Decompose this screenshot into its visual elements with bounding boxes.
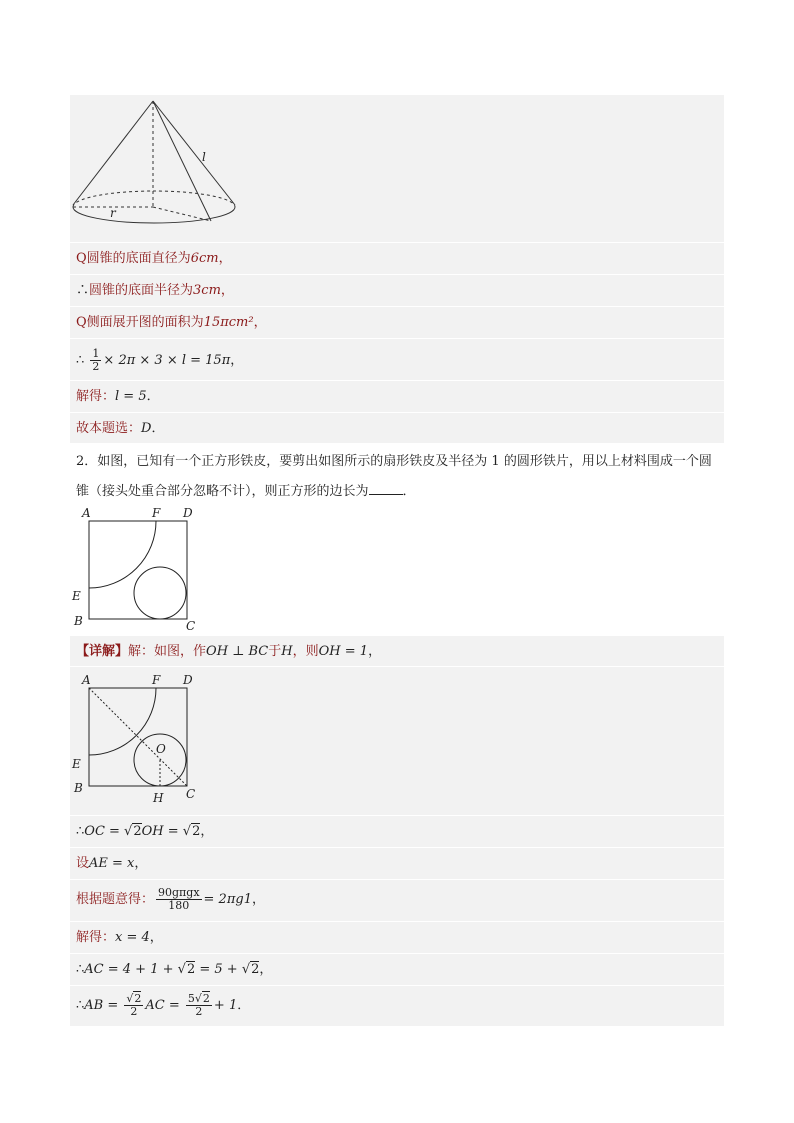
punct: ， bbox=[218, 251, 232, 266]
divider bbox=[70, 412, 724, 413]
divider bbox=[70, 953, 724, 954]
denominator: 2 bbox=[130, 1005, 138, 1018]
solution2-line6 bbox=[76, 962, 272, 978]
numerator: √2 bbox=[126, 992, 142, 1005]
punct: ． bbox=[237, 998, 251, 1013]
therefore-symbol: ∴ bbox=[76, 962, 85, 977]
label-F: F bbox=[152, 506, 161, 520]
cone-label-r: r bbox=[110, 206, 116, 220]
answer-blank[interactable] bbox=[369, 482, 403, 495]
line-text: 解得： bbox=[76, 930, 116, 945]
line-text: 解：如图，作 bbox=[128, 644, 207, 659]
label-D: D bbox=[183, 673, 193, 687]
because-symbol: Q bbox=[76, 251, 87, 266]
line-text: 圆锥的底面直径为 bbox=[86, 251, 191, 266]
sqrt-value: 2 bbox=[134, 992, 142, 1005]
label-A: A bbox=[82, 506, 91, 520]
divider bbox=[70, 338, 724, 339]
numerator: 1 bbox=[92, 347, 100, 360]
label-E: E bbox=[72, 757, 81, 771]
line-text: ，则 bbox=[292, 644, 319, 659]
math-expr: x = 4 bbox=[115, 930, 150, 945]
divider bbox=[70, 879, 724, 880]
solution2-line7 bbox=[76, 991, 250, 1021]
question2-text bbox=[76, 447, 724, 507]
label-B: B bbox=[74, 781, 83, 795]
math-value: 15πcm² bbox=[203, 315, 254, 330]
divider bbox=[70, 921, 724, 922]
punct: ． bbox=[151, 421, 165, 436]
punct: ， bbox=[253, 315, 267, 330]
punct: ， bbox=[368, 644, 382, 659]
punct: ． bbox=[402, 484, 416, 499]
math-expr: + 1 bbox=[213, 998, 238, 1013]
question-number: 2． bbox=[76, 454, 98, 469]
fraction bbox=[90, 348, 101, 373]
punct: ， bbox=[220, 283, 234, 298]
numerator: 5√2 bbox=[187, 992, 210, 1005]
sqrt-value: 2 bbox=[186, 962, 196, 977]
math-expr: = 2πg1 bbox=[203, 892, 252, 907]
math-expr: OH ⊥ BC bbox=[206, 644, 269, 659]
question-body: 如图，已知有一个正方形铁皮，要剪出如图所示的扇形铁皮及半径为 1 的圆形铁片，用以上材料围成一个圆锥（接头处重合部分忽略不计），则正方形的边长为 bbox=[76, 454, 712, 499]
punct: ， bbox=[149, 930, 163, 945]
label-E: E bbox=[72, 589, 81, 603]
coefficient: 5 bbox=[187, 992, 195, 1005]
solution2-line1 bbox=[76, 644, 381, 660]
label-C: C bbox=[186, 619, 196, 633]
solution2-line2 bbox=[76, 824, 213, 840]
label-B: B bbox=[74, 614, 83, 628]
numerator: 90gπgx bbox=[158, 886, 200, 899]
denominator: 180 bbox=[168, 899, 190, 912]
solution1-line6 bbox=[76, 421, 164, 437]
math-expr: OH = 1 bbox=[318, 644, 369, 659]
solution1-line4 bbox=[76, 347, 243, 375]
solution2-line3 bbox=[76, 856, 147, 872]
label-D: D bbox=[183, 506, 193, 520]
divider bbox=[70, 306, 724, 307]
punct: ， bbox=[230, 353, 244, 368]
math-value: 3cm bbox=[193, 283, 221, 298]
divider bbox=[70, 985, 724, 986]
math-expr: OH = bbox=[141, 824, 183, 839]
line-text: 圆锥的底面半径为 bbox=[89, 283, 194, 298]
divider bbox=[70, 242, 724, 243]
sqrt-sign: √ bbox=[124, 824, 133, 839]
sqrt-sign: √ bbox=[182, 824, 192, 839]
square-figure bbox=[70, 505, 210, 633]
math-expr: AC = 4 + 1 + bbox=[84, 962, 178, 977]
math-value: 6cm bbox=[190, 251, 219, 266]
fraction bbox=[186, 993, 212, 1018]
math-expr: OC = bbox=[84, 824, 125, 839]
divider bbox=[70, 847, 724, 848]
solution2-line4 bbox=[76, 886, 265, 914]
sqrt-sign: √ bbox=[177, 962, 186, 977]
label-A: A bbox=[82, 673, 91, 687]
sqrt-value: 2 bbox=[251, 962, 260, 977]
solution1-line2 bbox=[76, 283, 234, 299]
label-C: C bbox=[186, 787, 196, 801]
punct: ， bbox=[259, 962, 273, 977]
denominator: 2 bbox=[92, 360, 100, 373]
line-text: 侧面展开图的面积为 bbox=[86, 315, 204, 330]
denominator: 2 bbox=[195, 1005, 203, 1018]
math-value: l = 5 bbox=[115, 389, 147, 404]
math-expr: × 2π × 3 × l = 15π bbox=[103, 353, 231, 368]
label-F: F bbox=[152, 673, 161, 687]
label-O: O bbox=[156, 742, 166, 756]
divider bbox=[70, 380, 724, 381]
math-value: D bbox=[141, 421, 152, 436]
math-expr: AC = bbox=[145, 998, 184, 1013]
sqrt-value: 2 bbox=[133, 824, 142, 839]
punct: ， bbox=[251, 892, 265, 907]
label-H: H bbox=[153, 791, 164, 805]
therefore-symbol: ∴ bbox=[76, 283, 90, 298]
math-expr: AB = bbox=[84, 998, 123, 1013]
therefore-symbol: ∴ bbox=[76, 998, 85, 1013]
line-text: 解得： bbox=[76, 389, 116, 404]
sqrt-sign: √ bbox=[241, 962, 251, 977]
divider bbox=[70, 815, 724, 816]
line-text: 设 bbox=[76, 856, 90, 871]
divider bbox=[70, 274, 724, 275]
solution1-line3 bbox=[76, 315, 267, 331]
fraction bbox=[156, 887, 202, 912]
line-text: 根据题意得： bbox=[76, 892, 155, 907]
math-expr: AE = x bbox=[89, 856, 135, 871]
divider bbox=[70, 666, 724, 667]
sqrt-value: 2 bbox=[192, 824, 201, 839]
punct: ， bbox=[200, 824, 214, 839]
cone-label-l: l bbox=[202, 150, 206, 164]
fraction bbox=[124, 993, 143, 1018]
detail-tag: 【详解】 bbox=[76, 644, 129, 659]
math-value: H bbox=[281, 644, 293, 659]
therefore-symbol: ∴ bbox=[76, 353, 85, 368]
therefore-symbol: ∴ bbox=[76, 824, 85, 839]
line-text: 故本题选： bbox=[76, 421, 142, 436]
math-expr: = 5 + bbox=[195, 962, 242, 977]
because-symbol: Q bbox=[76, 315, 87, 330]
cone-figure bbox=[70, 97, 250, 237]
solution2-line5 bbox=[76, 930, 163, 946]
solution1-line1 bbox=[76, 251, 232, 267]
punct: ． bbox=[146, 389, 160, 404]
solution1-line5 bbox=[76, 389, 160, 405]
square-figure-solution bbox=[70, 671, 210, 811]
line-text: 于 bbox=[268, 644, 282, 659]
sqrt-value: 2 bbox=[202, 992, 210, 1005]
punct: ， bbox=[134, 856, 148, 871]
